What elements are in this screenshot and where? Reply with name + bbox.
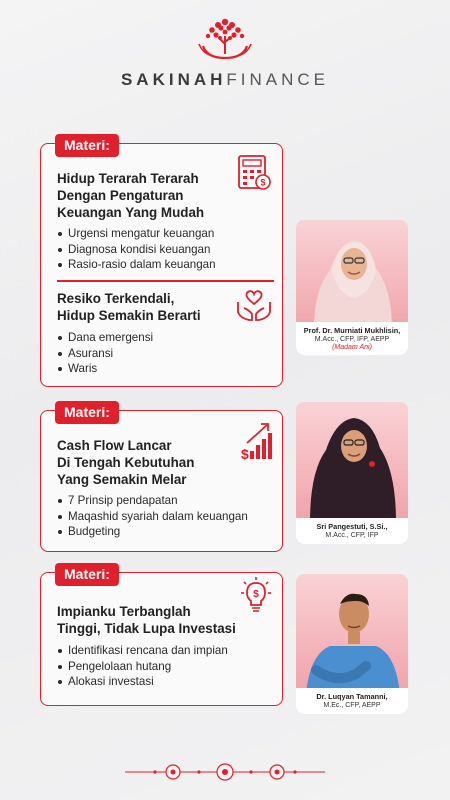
- topic-points: [58, 226, 216, 273]
- heart-hands-icon: [235, 288, 273, 324]
- brand-logo: [0, 14, 450, 90]
- list-item: Identifikasi rencana dan impian: [58, 643, 228, 659]
- brand-name: SAKINAHFINANCE: [120, 70, 330, 89]
- list-item: Rasio-rasio dalam keuangan: [58, 257, 216, 273]
- topic-points: [58, 643, 228, 690]
- speaker-credentials: M.Ec., CFP, AEPP: [323, 702, 381, 709]
- svg-text:$: $: [260, 177, 266, 188]
- list-item: Diagnosa kondisi keuangan: [58, 242, 216, 258]
- speaker-credentials: M.Acc., CFP, IFP, AEPP: [314, 336, 390, 343]
- speaker-credentials: M.Acc., CFP, IFP: [325, 532, 379, 539]
- list-item: Budgeting: [58, 524, 248, 540]
- tree-hands-logo-icon: [193, 14, 257, 64]
- topic-title: Hidup Terarah Terarah Dengan Pengaturan Keuangan Yang Mudah: [57, 171, 205, 220]
- list-item: Pengelolaan hutang: [58, 659, 228, 675]
- list-item: Maqashid syariah dalam keuangan: [58, 509, 248, 525]
- svg-text:$: $: [241, 446, 249, 461]
- list-item: Urgensi mengatur keuangan: [58, 226, 216, 242]
- list-item: Waris: [58, 361, 153, 377]
- materi-card-3: [40, 566, 283, 706]
- speaker-card-2: [296, 402, 408, 544]
- speaker-caption: [296, 322, 408, 356]
- materi-card-1: [40, 137, 283, 387]
- list-item: Dana emergensi: [58, 330, 153, 346]
- lightbulb-dollar-icon: [239, 575, 273, 613]
- topic-points: [58, 330, 153, 377]
- list-item: Alokasi investasi: [58, 674, 228, 690]
- topic-points: [58, 493, 248, 540]
- speaker-name: Sri Pangestuti, S.Si.,: [316, 521, 388, 531]
- speaker-nickname: (Madam Ani): [332, 344, 372, 351]
- topic-title: Impianku Terbanglah Tinggi, Tidak Lupa Investasi: [57, 604, 236, 636]
- topic-title: Cash Flow Lancar Di Tengah Kebutuhan Yang Semakin Melar: [57, 438, 195, 487]
- speaker-card-1: [296, 220, 408, 355]
- speaker-card-3: [296, 574, 408, 714]
- calculator-icon: [237, 154, 273, 192]
- money-growth-icon: [237, 421, 273, 461]
- svg-text:$: $: [253, 589, 259, 600]
- section-divider: [57, 280, 274, 282]
- speaker-name: Prof. Dr. Murniati Mukhlisin,: [303, 325, 401, 335]
- list-item: Asuransi: [58, 346, 153, 362]
- materi-tag: Materi:: [55, 563, 119, 586]
- materi-tag: Materi:: [55, 134, 119, 157]
- list-item: 7 Prinsip pendapatan: [58, 493, 248, 509]
- speaker-name: Dr. Luqyan Tamanni,: [316, 691, 388, 701]
- footer-ornament: [125, 762, 325, 782]
- materi-card-2: [40, 404, 283, 552]
- materi-tag: Materi:: [55, 401, 119, 424]
- topic-title: Resiko Terkendali, Hidup Semakin Berarti: [57, 291, 201, 323]
- speaker-caption: [296, 518, 408, 545]
- speaker-caption: [296, 688, 408, 715]
